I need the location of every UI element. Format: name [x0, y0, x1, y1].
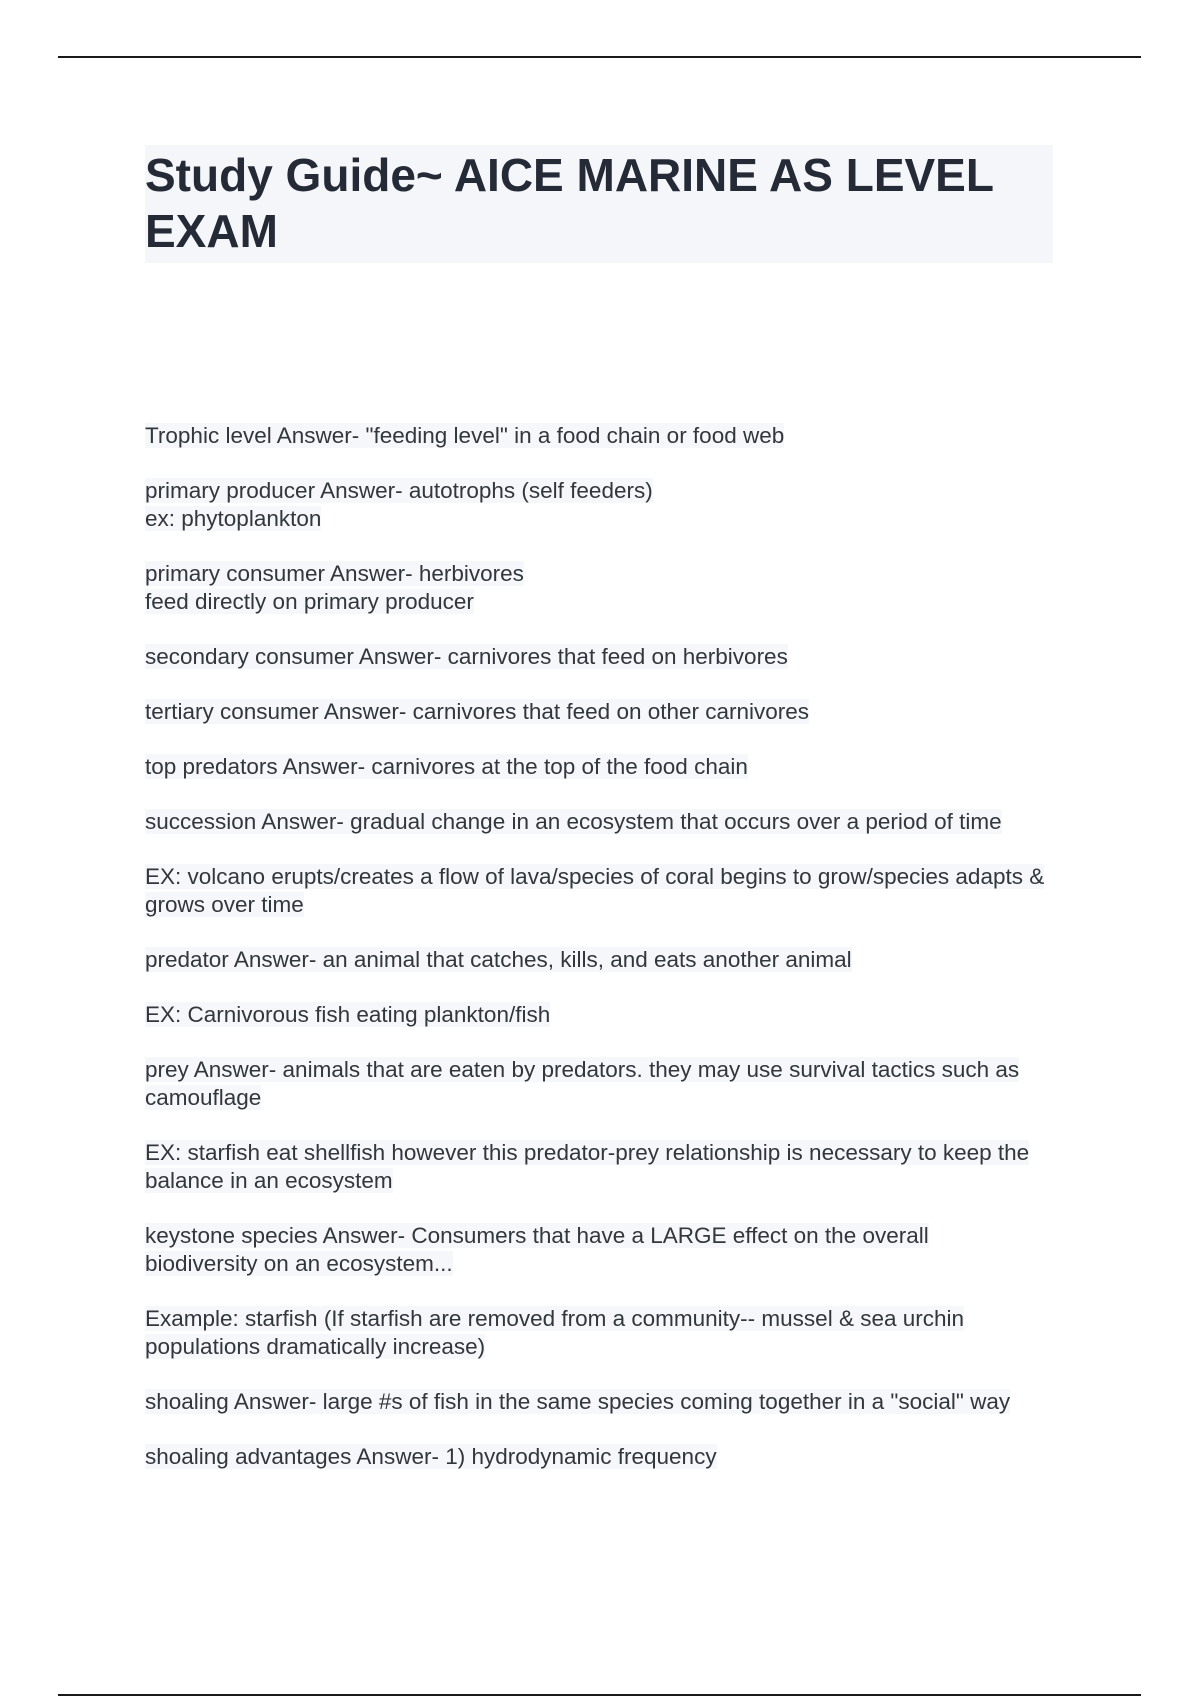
entry-shoaling-advantages: shoaling advantages Answer- 1) hydrodynamic frequency [145, 1444, 717, 1469]
entry-predator-example: EX: Carnivorous fish eating plankton/fish [145, 1002, 551, 1027]
entry-trophic-level: Trophic level Answer- "feeding level" in a food chain or food web [145, 423, 785, 448]
entry-primary-consumer: primary consumer Answer- herbivores feed directly on primary producer [145, 561, 524, 614]
entry-succession: succession Answer- gradual change in an ecosystem that occurs over a period of time [145, 809, 1002, 834]
header-rule [58, 56, 1141, 58]
entry-keystone-example: Example: starfish (If starfish are removed from a community-- mussel & sea urchin populations dramatically increase) [145, 1306, 965, 1359]
entry-succession-example: EX: volcano erupts/creates a flow of lava/species of coral begins to grow/species adapts & grows over time [145, 864, 1045, 917]
entry-prey: prey Answer- animals that are eaten by predators. they may use survival tactics such as camouflage [145, 1057, 1020, 1110]
entry-shoaling: shoaling Answer- large #s of fish in the same species coming together in a "social" way [145, 1389, 1011, 1414]
entry-prey-example: EX: starfish eat shellfish however this predator-prey relationship is necessary to keep the balance in an ecosystem [145, 1140, 1030, 1193]
entry-top-predators: top predators Answer- carnivores at the top of the food chain [145, 754, 748, 779]
entry-predator: predator Answer- an animal that catches, kills, and eats another animal [145, 947, 852, 972]
title-block [145, 145, 1053, 263]
study-entries [145, 422, 1045, 1498]
entry-secondary-consumer: secondary consumer Answer- carnivores that feed on herbivores [145, 644, 788, 669]
entry-keystone-species: keystone species Answer- Consumers that have a LARGE effect on the overall biodiversity on an ecosystem... [145, 1223, 929, 1276]
entry-tertiary-consumer: tertiary consumer Answer- carnivores that feed on other carnivores [145, 699, 810, 724]
footer-rule [58, 1694, 1141, 1696]
page-title: Study Guide~ AICE MARINE AS LEVEL EXAM [145, 149, 994, 257]
entry-primary-producer: primary producer Answer- autotrophs (self feeders) ex: phytoplankton [145, 478, 653, 531]
